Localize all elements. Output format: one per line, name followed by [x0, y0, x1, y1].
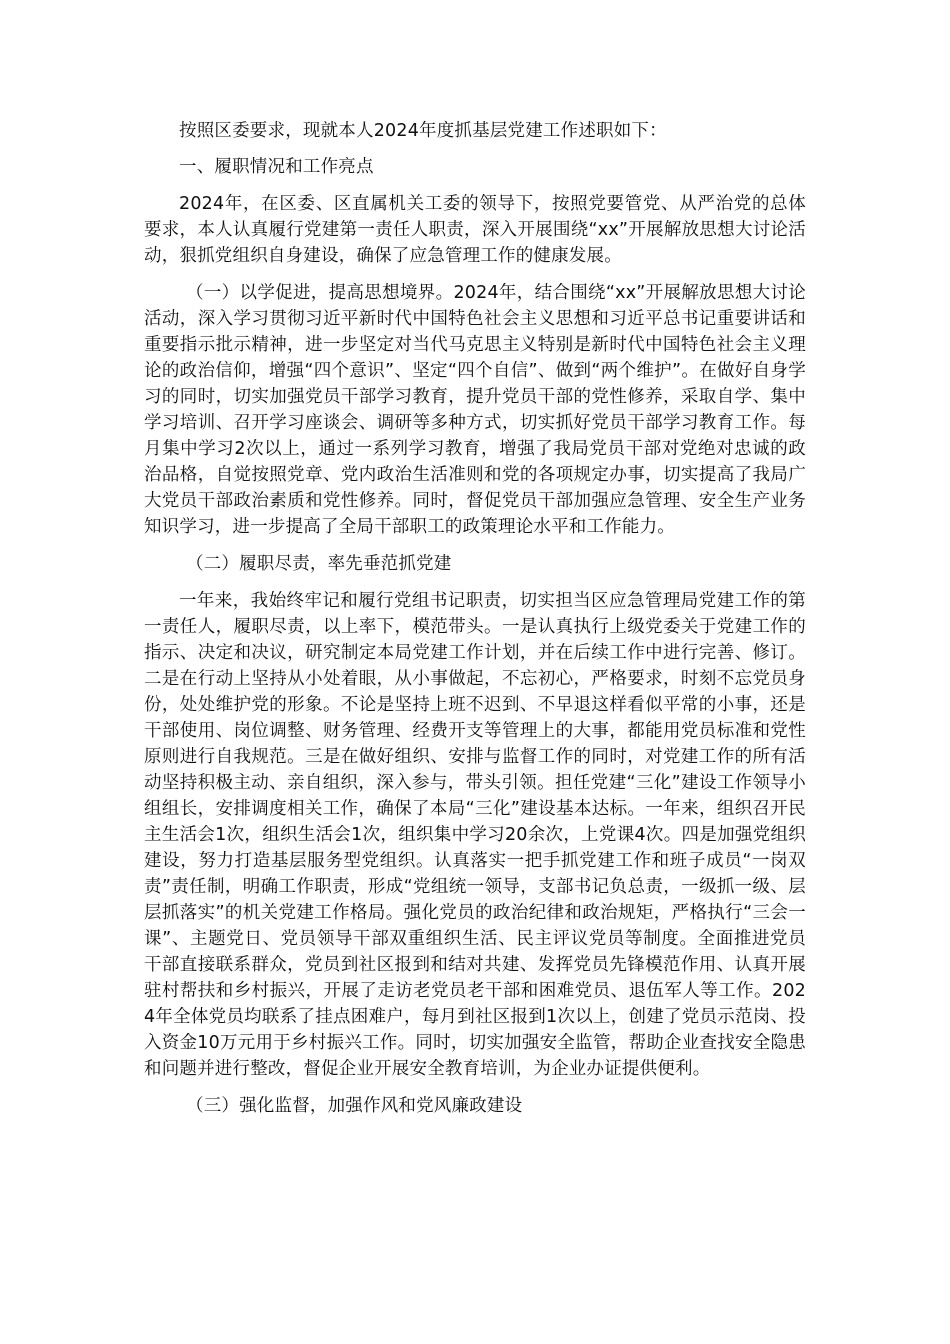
- overview-paragraph: 2024年，在区委、区直属机关工委的领导下，按照党要管党、从严治党的总体要求，本人认真履行党建第一责任人职责，深入开展围绕“xx”开展解放思想大讨论活动，狠抓党组织自身建设，确保了应急管理工作的健康发展。: [144, 194, 806, 266]
- subsection-3-heading: （三）强化监督，加强作风和党风廉政建设: [186, 1096, 523, 1116]
- subsection-2-heading: （二）履职尽责，率先垂范抓党建: [186, 554, 452, 574]
- document-body: [144, 118, 806, 1119]
- intro-paragraph: 按照区委要求，现就本人2024年度抓基层党建工作述职如下：: [179, 121, 667, 141]
- subsection-1-paragraph: （一）以学促进，提高思想境界。2024年，结合围绕“xx”开展解放思想大讨论活动，深入学习贯彻习近平新时代中国特色社会主义思想和习近平总书记重要讲话和重要指示批示精神，进一步坚定对当代马克思主义特别是新时代中国特色社会主义理论的政治信仰，增强“四个意识”、坚定“四个自信”、做到“两个维护”。在做好自身学习的同时，切实加强党员干部学习教育，提升党员干部的党性修养，采取自学、集中学习培训、召开学习座谈会、调研等多种方式，切实抓好党员干部学习教育工作。每月集中学习2次以上，通过一系列学习教育，增强了我局党员干部对党绝对忠诚的政治品格，自觉按照党章、党内政治生活准则和党的各项规定办事，切实提高了我局广大党员干部政治素质和党性修养。同时，督促党员干部加强应急管理、安全生产业务知识学习，进一步提高了全局干部职工的政策理论水平和工作能力。: [144, 283, 806, 537]
- section-heading-1: 一、履职情况和工作亮点: [179, 157, 374, 177]
- subsection-2-paragraph: 一年来，我始终牢记和履行党组书记职责，切实担当区应急管理局党建工作的第一责任人，履职尽责，以上率下，模范带头。一是认真执行上级党委关于党建工作的指示、决定和决议，研究制定本局党建工作计划，并在后续工作中进行完善、修订。二是在行动上坚持从小处着眼，从小事做起，不忘初心，严格要求，时刻不忘党员身份，处处维护党的形象。不论是坚持上班不迟到、不早退这样看似平常的小事，还是干部使用、岗位调整、财务管理、经费开支等管理上的大事，都能用党员标准和党性原则进行自我规范。三是在做好组织、安排与监督工作的同时，对党建工作的所有活动坚持积极主动、亲自组织，深入参与，带头引领。担任党建“三化”建设工作领导小组组长，安排调度相关工作，确保了本局“三化”建设基本达标。一年来，组织召开民主生活会1次，组织生活会1次，组织集中学习20余次，上党课4次。四是加强党组织建设，努力打造基层服务型党组织。认真落实一把手抓党建工作和班子成员“一岗双责”责任制，明确工作职责，形成“党组统一领导，支部书记负总责，一级抓一级、层层抓落实”的机关党建工作格局。强化党员的政治纪律和政治规矩，严格执行“三会一课”、主题党日、党员领导干部双重组织生活、民主评议党员等制度。全面推进党员干部直接联系群众，党员到社区报到和结对共建、发挥党员先锋模范作用、认真开展驻村帮扶和乡村振兴，开展了走访老党员老干部和困难党员、退伍军人等工作。2024年全体党员均联系了挂点困难户，每月到社区报到1次以上，创建了党员示范岗、投入资金10万元用于乡村振兴工作。同时，切实加强安全监管，帮助企业查找安全隐患和问题并进行整改，督促企业开展安全教育培训，为企业办证提供便利。: [144, 591, 806, 1079]
